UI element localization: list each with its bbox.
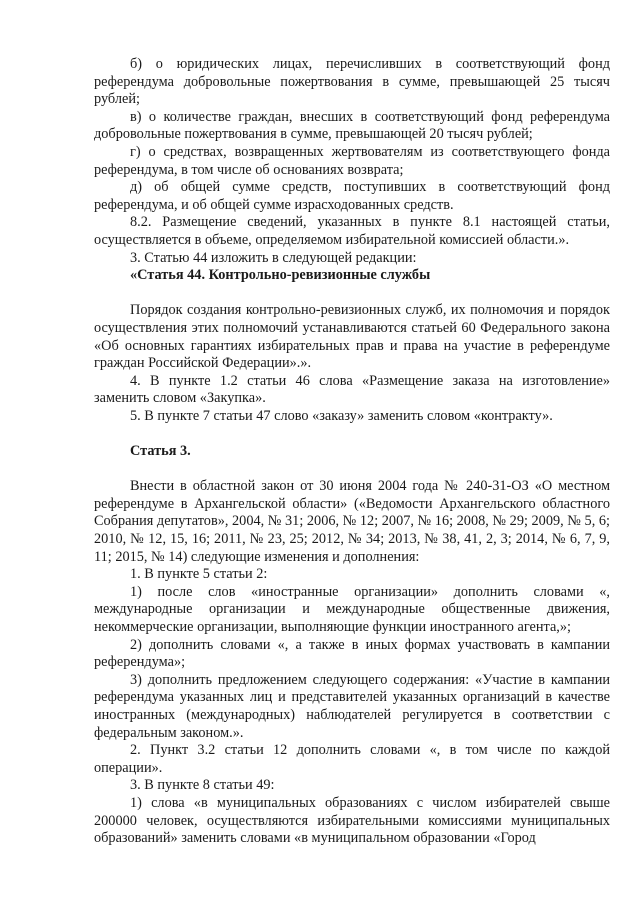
article-3-point-1-sub-3: 3) дополнить предложением следующего содержания: «Участие в кампании референдума указанных лиц и представителей указанных организаций в качестве иностранных (международных) наблюдателей регулируется в соответствии с федеральным законом.». bbox=[94, 671, 610, 741]
article-3-point-2: 2. Пункт 3.2 статьи 12 дополнить словами «, в том числе по каждой операции». bbox=[94, 742, 610, 776]
article-44-body: Порядок создания контрольно-ревизионных служб, их полномочия и порядок осуществления этих полномочий устанавливаются статьей 60 Федерального закона «Об основных гарантиях избирательных прав и права на участие в референдуме граждан Российской Федерации».». bbox=[94, 302, 610, 372]
article-3-point-1: 1. В пункте 5 статьи 2: bbox=[130, 566, 268, 583]
article-3-point-1-sub-1: 1) после слов «иностранные организации» дополнить словами «, международные организации и международные общественные движения, некоммерческие организации, выполняющие функции иностранного агента,»; bbox=[94, 583, 610, 635]
paragraph-point-4: 4. В пункте 1.2 статьи 46 слова «Размещение заказа на изготовление» заменить словом «Закупка». bbox=[94, 372, 610, 407]
paragraph-8-2: 8.2. Размещение сведений, указанных в пункте 8.1 настоящей статьи, осуществляется в объеме, определяемом избирательной комиссией области.». bbox=[94, 214, 610, 248]
paragraph-item-g: г) о средствах, возвращенных жертвователям из соответствующего фонда референдума, в том числе об основаниях возврата; bbox=[94, 143, 610, 178]
article-3-point-1-sub-2: 2) дополнить словами «, а также в иных формах участвовать в кампании референдума»; bbox=[94, 636, 610, 671]
article-44-heading: «Статья 44. Контрольно-ревизионные службы bbox=[130, 267, 431, 284]
article-3-heading: Статья 3. bbox=[130, 443, 191, 460]
document-body bbox=[94, 56, 610, 848]
paragraph-item-v: в) о количестве граждан, внесших в соответствующий фонд референдума добровольные пожертвования в сумме, превышающей 20 тысяч рублей; bbox=[94, 108, 610, 143]
article-3-point-3-sub-1: 1) слова «в муниципальных образованиях с числом избирателей свыше 200000 человек, осуществляются избирательными комиссиями муниципальных образований» заменить словами «в муниципальном образовании «Город bbox=[94, 794, 610, 847]
article-3-intro: Внести в областной закон от 30 июня 2004 года № 240-31-ОЗ «О местном референдуме в Архангельской области» («Ведомости Архангельского областного Собрания депутатов», 2004, № 31; 2006, № 12; 2007, № 16; 2008, № 29; 2009, № 5, 6; 2010, № 12, 15, 16; 2011, № 23, 25; 2012, № 34; 2013, № 38, 41, 2, 3; 2014, № 6, 7, 9, 11; 2015, № 14) следующие изменения и дополнения: bbox=[94, 478, 610, 565]
article-3-point-3: 3. В пункте 8 статьи 49: bbox=[130, 777, 275, 794]
paragraph-item-d: д) об общей сумме средств, поступивших в соответствующий фонд референдума, и об общей сумме израсходованных средств. bbox=[94, 179, 610, 213]
paragraph-point-3: 3. Статью 44 изложить в следующей редакции: bbox=[130, 249, 417, 266]
paragraph-point-5: 5. В пункте 7 статьи 47 слово «заказу» заменить словом «контракту». bbox=[130, 407, 553, 424]
paragraph-item-b: б) о юридических лицах, перечисливших в соответствующий фонд референдума добровольные пожертвования в сумме, превышающей 25 тысяч рублей; bbox=[94, 56, 610, 108]
